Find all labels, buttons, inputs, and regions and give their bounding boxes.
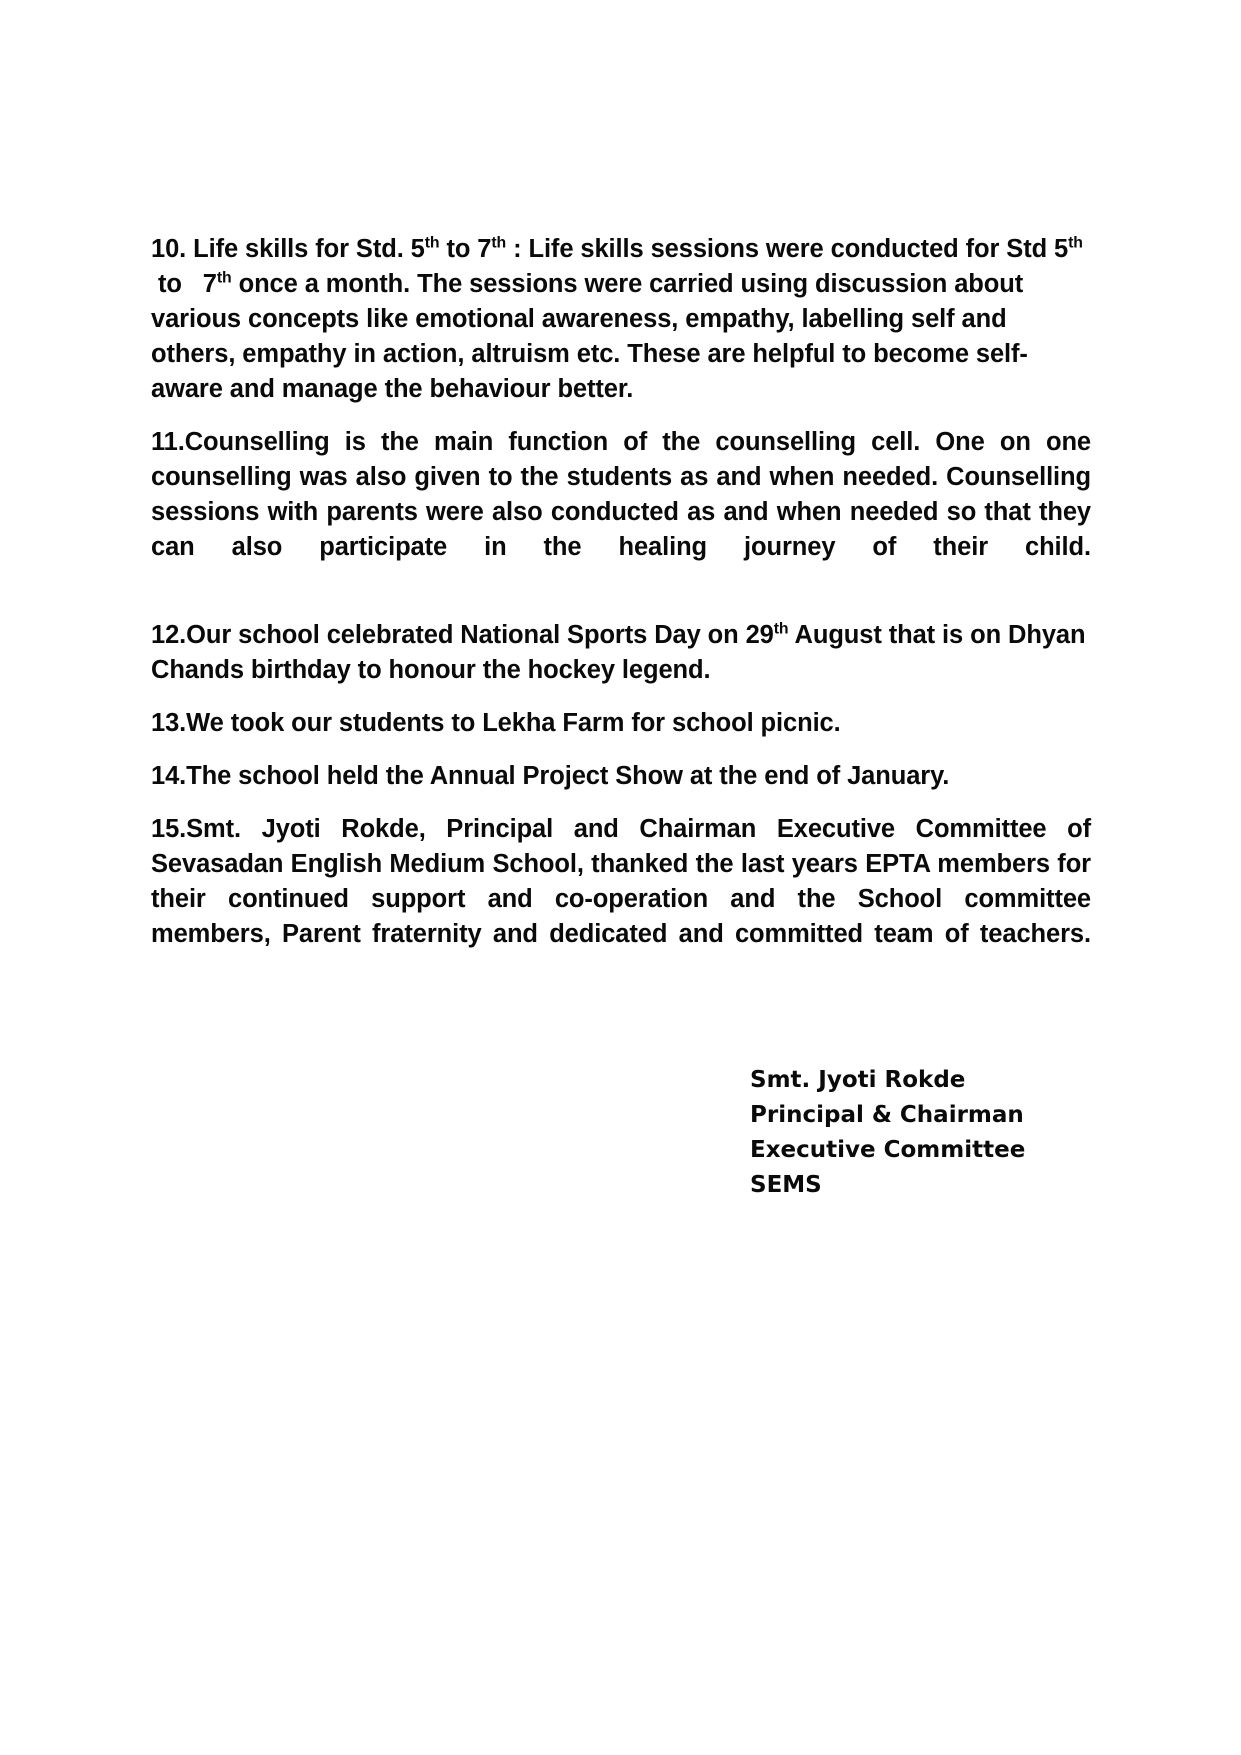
paragraph-item-10-segment-2: to 7 xyxy=(439,235,492,263)
paragraph-item-11 xyxy=(151,425,1091,600)
ordinal-suffix-icon: th xyxy=(424,234,440,252)
ordinal-suffix-icon: th xyxy=(773,620,789,638)
ordinal-suffix-icon: th xyxy=(216,269,232,287)
paragraph-item-13-text: 13.We took our students to Lekha Farm for school picnic. xyxy=(151,709,841,737)
ordinal-suffix-icon: th xyxy=(491,234,507,252)
paragraph-item-10-segment-0: 10. Life skills for Std. 5 xyxy=(151,235,425,263)
document-body xyxy=(151,232,1091,987)
paragraph-item-15 xyxy=(151,812,1091,987)
paragraph-item-13 xyxy=(151,706,1091,741)
paragraph-item-12-segment-0: 12.Our school celebrated National Sports Day on 29 xyxy=(151,621,774,649)
signature-title: Principal & Chairman xyxy=(750,1102,1024,1128)
paragraph-item-12 xyxy=(151,618,1091,688)
paragraph-item-10-segment-8: once a month. The sessions were carried using discussion about various concepts like emotional awareness, empathy, labelling self and others, empathy in action, altruism etc. These are helpful to become self-aware and manage the behaviour better. xyxy=(151,270,1028,403)
paragraph-item-10 xyxy=(151,232,1091,407)
signature-block xyxy=(750,1063,1170,1203)
paragraph-item-10-segment-6: to 7 xyxy=(151,270,217,298)
paragraph-item-10-segment-4: : Life skills sessions were conducted for Std 5 xyxy=(506,235,1069,263)
paragraph-item-12-segment-2: August that is on Dhyan Chands birthday to honour the hockey legend. xyxy=(151,621,1086,684)
paragraph-item-11-text: 11.Counselling is the main function of the counselling cell. One on one counselling was also given to the students as and when needed. Counselling sessions with parents were also conducted as and when needed so that they can also participate in the healing journey of their child. xyxy=(151,428,1091,561)
signature-name: Smt. Jyoti Rokde xyxy=(750,1067,966,1093)
paragraph-item-15-text: 15.Smt. Jyoti Rokde, Principal and Chairman Executive Committee of Sevasadan English Medium School, thanked the last years EPTA members for their continued support and co-operation and the School committee members, Parent fraternity and dedicated and committed team of teachers. xyxy=(151,815,1091,948)
signature-organization: SEMS xyxy=(750,1172,822,1198)
paragraph-item-14 xyxy=(151,759,1091,794)
paragraph-item-14-text: 14.The school held the Annual Project Show at the end of January. xyxy=(151,762,950,790)
ordinal-suffix-icon: th xyxy=(1068,234,1083,252)
signature-body: Executive Committee xyxy=(750,1137,1026,1163)
